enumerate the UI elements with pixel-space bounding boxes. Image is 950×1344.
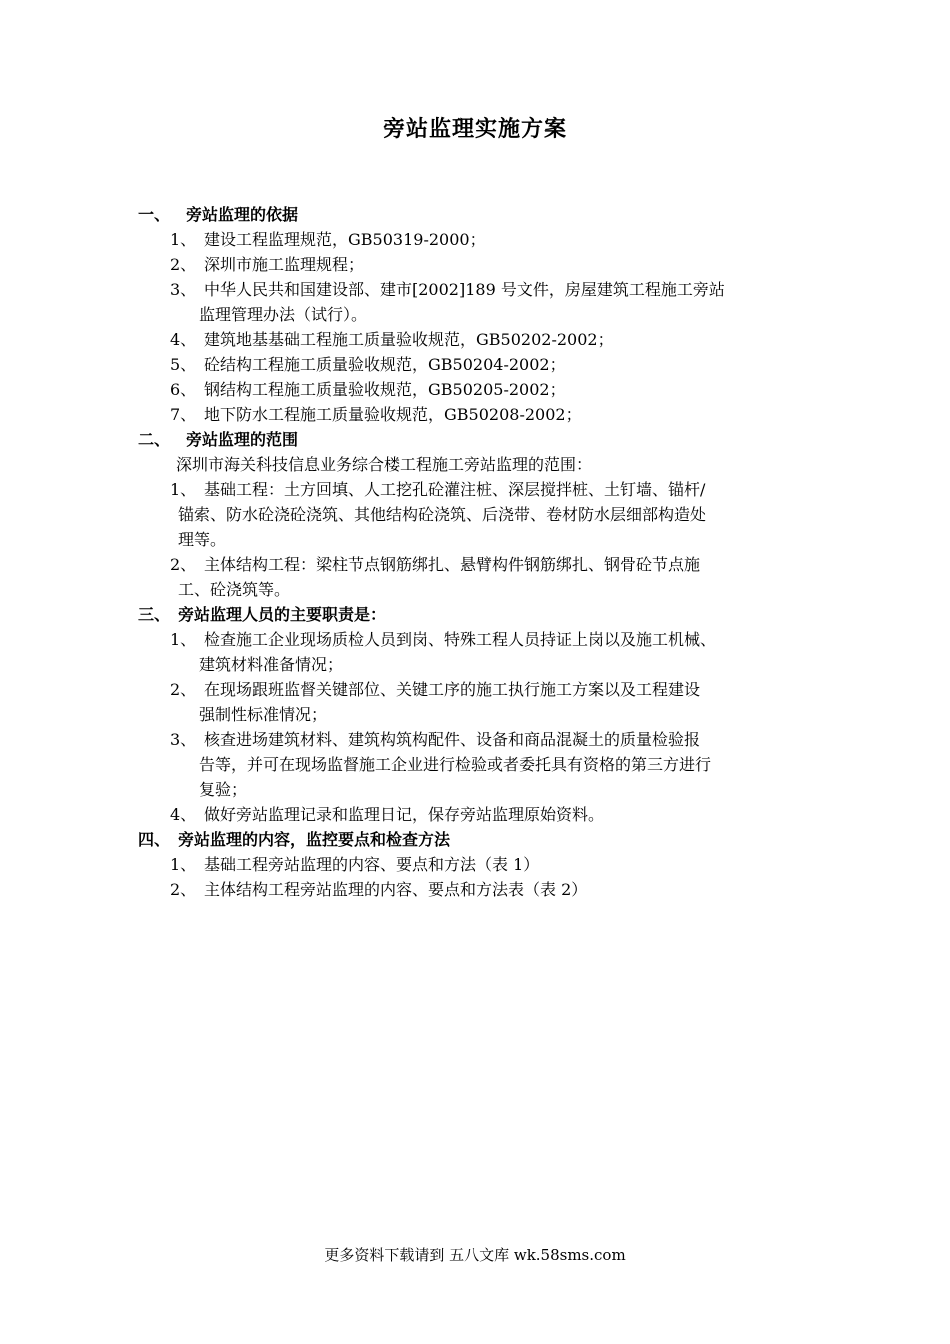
section-number: 四、 xyxy=(138,830,171,849)
section-title: 旁站监理的内容，监控要点和检查方法 xyxy=(178,830,451,849)
list-item: 3、 中华人民共和国建设部、建市[2002]189 号文件，房屋建筑工程施工旁站 xyxy=(170,280,725,299)
list-item-continuation: 强制性标准情况； xyxy=(199,705,328,724)
page-footer: 更多资料下载请到 五八文库 wk.58sms.com xyxy=(324,1246,626,1264)
section-heading xyxy=(0,202,950,227)
section-heading xyxy=(0,602,950,627)
list-item-continuation: 工、砼浇筑等。 xyxy=(178,580,291,599)
list-item: 1、 建设工程监理规范，GB50319-2000； xyxy=(170,230,486,249)
list-item: 1、 检查施工企业现场质检人员到岗、特殊工程人员持证上岗以及施工机械、 xyxy=(170,630,717,649)
list-item: 4、 建筑地基基础工程施工质量验收规范，GB50202-2002； xyxy=(170,330,614,349)
section-title: 旁站监理人员的主要职责是： xyxy=(178,605,387,624)
list-item-continuation: 复验； xyxy=(199,780,248,799)
list-item-continuation: 建筑材料准备情况； xyxy=(199,655,344,674)
list-item: 1、 基础工程：土方回填、人工挖孔砼灌注桩、深层搅拌桩、土钉墙、锚杆/ xyxy=(170,480,706,499)
section-heading xyxy=(0,827,950,852)
list-item: 4、 做好旁站监理记录和监理日记，保存旁站监理原始资料。 xyxy=(170,805,605,824)
page-title: 旁站监理实施方案 xyxy=(382,116,567,142)
section-number: 一、 xyxy=(138,205,171,224)
list-item: 2、 在现场跟班监督关键部位、关键工序的施工执行施工方案以及工程建设 xyxy=(170,680,701,699)
section-heading xyxy=(0,427,950,452)
list-item: 6、 钢结构工程施工质量验收规范，GB50205-2002； xyxy=(170,380,566,399)
section-intro: 深圳市海关科技信息业务综合楼工程施工旁站监理的范围： xyxy=(176,455,593,474)
list-item: 5、 砼结构工程施工质量验收规范，GB50204-2002； xyxy=(170,355,566,374)
list-item: 2、 深圳市施工监理规程； xyxy=(170,255,365,274)
list-item-continuation: 理等。 xyxy=(178,530,227,549)
section-number: 三、 xyxy=(138,605,171,624)
list-item: 1、 基础工程旁站监理的内容、要点和方法（表 1） xyxy=(170,855,540,874)
list-item-continuation: 监理管理办法（试行）。 xyxy=(199,305,368,324)
list-item-continuation: 锚索、防水砼浇砼浇筑、其他结构砼浇筑、后浇带、卷材防水层细部构造处 xyxy=(178,505,707,524)
list-item: 2、 主体结构工程旁站监理的内容、要点和方法表（表 2） xyxy=(170,880,588,899)
list-item: 3、 核查进场建筑材料、建筑构筑构配件、设备和商品混凝土的质量检验报 xyxy=(170,730,701,749)
document-body xyxy=(0,202,950,902)
section-title: 旁站监理的范围 xyxy=(186,430,299,449)
list-item-continuation: 告等，并可在现场监督施工企业进行检验或者委托具有资格的第三方进行 xyxy=(199,755,712,774)
list-item: 2、 主体结构工程：梁柱节点钢筋绑扎、悬臂构件钢筋绑扎、钢骨砼节点施 xyxy=(170,555,701,574)
section-title: 旁站监理的依据 xyxy=(186,205,299,224)
list-item: 7、 地下防水工程施工质量验收规范，GB50208-2002； xyxy=(170,405,582,424)
section-number: 二、 xyxy=(138,430,171,449)
